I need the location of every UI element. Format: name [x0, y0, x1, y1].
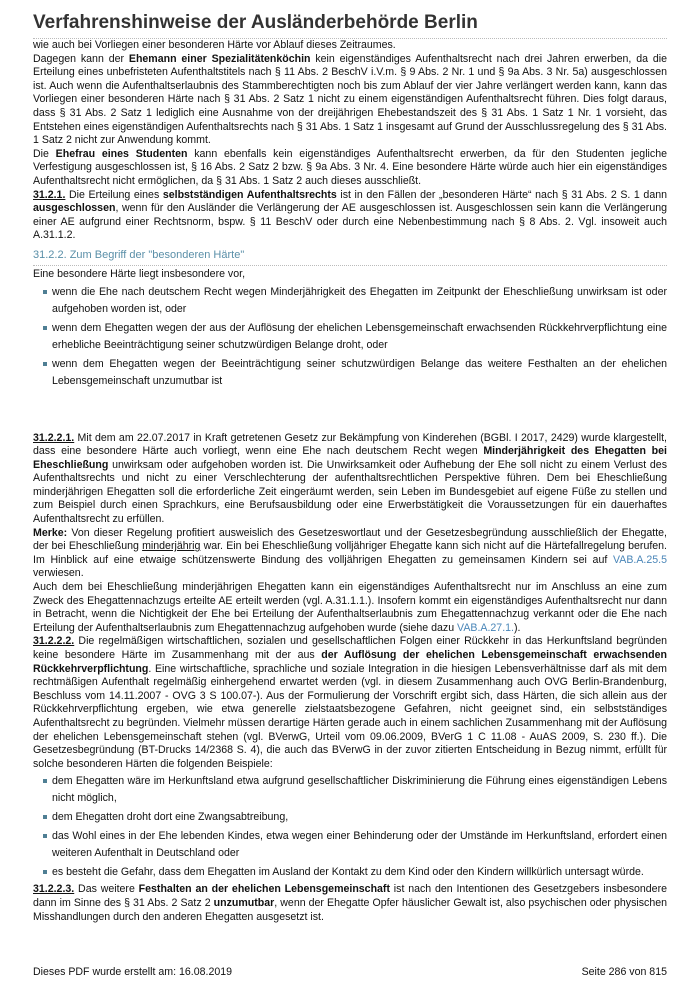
section-number: 31.2.2.2. — [33, 635, 75, 648]
paragraph-intro: wie auch bei Vorliegen einer besonderen Härte vor Ablauf dieses Zeitraumes. — [33, 39, 396, 51]
document-title: Verfahrenshinweise der Ausländerbehörde Berlin — [33, 8, 667, 39]
paragraph-merke: Merke: Von dieser Regelung profitiert ausweislich des Gesetzeswortlaut und der Gesetzesbegründung ausschließlich der Ehegatte, der bei Eheschließung minderjährig war. Ein bei Eheschließung volljähriger Ehegatte kann sich nicht auf die Härtefallregelung berufen. Im Hinblick auf eine etwaige schützenswerte Bindung des volljährigen Ehegatten zu gemeinsamen Kindern sei auf VAB.A.25.5 verwiesen. — [33, 526, 667, 580]
page-number: Seite 286 von 815 — [581, 966, 667, 978]
bullet-icon — [43, 834, 47, 838]
list-item: wenn die Ehe nach deutschem Recht wegen Minderjährigkeit des Ehegatten im Zeitpunkt der Eheschließung unwirksam ist oder aufgehoben worden ist, oder — [43, 284, 667, 318]
list-item: wenn dem Ehegatten wegen der aus der Auflösung der ehelichen Lebensgemeinschaft erwachsenden Rückkehrverpflichtung eine erhebliche Beeinträchtigung seiner schutzwürdigen Belange droht, oder — [43, 320, 667, 354]
list-item: das Wohl eines in der Ehe lebenden Kindes, etwa wegen einer Behinderung oder der Umstände im Herkunftsland, erfordert einen weiteren Aufenthalt in Deutschland oder — [43, 828, 667, 862]
merke-label: Merke: — [33, 526, 68, 539]
vab-a-25-5-link[interactable]: VAB.A.25.5 — [613, 553, 667, 566]
paragraph-minderjaehrig: Auch dem bei Eheschließung minderjährigen Ehegatten kann ein eigenständiges Aufenthaltsrecht nur im Anschluss an eine zum Zweck des Ehegattennachzugs erteilte AE erteilt werden (vgl. A.31.1.1.). Insofern kommt ein eigenständiges Aufenthaltsrecht nur dann in Betracht, wenn die Nichtigkeit der Ehe bei Erteilung der Aufenthaltserlaubnis zum Ehegattennachzug verkannt oder die Ehe nach Erteilung der Aufenthaltserlaubnis zum Ehegattennachzug aufgehoben wurde (siehe dazu VAB.A.27.1.). — [33, 581, 667, 634]
paragraph-31-2-2-1: 31.2.2.1. Mit dem am 22.07.2017 in Kraft getretenen Gesetz zur Bekämpfung von Kinderehen (BGBl. I 2017, 2429) wurde klargestellt, dass eine besondere Härte auch vorliegt, wenn eine Ehe nach deutschem Recht wegen Minderjährigkeit des Ehegatten bei Eheschließung unwirksam oder aufgehoben worden ist. Die Unwirksamkeit oder Aufhebung der Ehe soll nicht zu einem Verlust des Aufenthaltsrechts und nicht zu einer Verschlechterung der aufenthaltsrechtlichen Perspektive führen. Dem bei Eheschließung minderjährigen Ehegatten soll die erforderliche Zeit eingeräumt werden, sein Leben im Bundesgebiet auf eigene Füße zu stellen und zum Beispiel durch einen Sprachkurs, eine Berufsausbildung oder eine Erwerbstätigkeit die Voraussetzungen für ein dauerhaftes Aufenthaltsrecht zu erfüllen. — [33, 431, 667, 526]
vab-a-27-1-link[interactable]: VAB.A.27.1. — [457, 621, 514, 634]
list-item: dem Ehegatten wäre im Herkunftsland etwa aufgrund gesellschaftlicher Diskriminierung die Führung eines eigenständigen Lebens nicht möglich, — [43, 773, 667, 807]
paragraph-31-2-2-3: 31.2.2.3. Das weitere Festhalten an der ehelichen Lebensgemeinschaft ist nach den Intentionen des Gesetzgebers insbesondere dann im Sinne des § 31 Abs. 2 Satz 2 unzumutbar, wenn der Ehegatte Opfer häuslicher Gewalt ist, also psychischen oder physischen Misshandlungen durch den anderen Ehegatten ausgesetzt ist. — [33, 883, 668, 923]
bullet-icon — [43, 290, 47, 294]
paragraph-spezialitaetenkoechin: Dagegen kann der Ehemann einer Spezialitätenköchin kein eigenständiges Aufenthaltsrecht nach drei Jahren erwerben, da die Erteilung eines unbefristeten Aufenthaltstitels nach § 11 Abs. 2 BeschV i.V.m. § 9 Abs. 2 Nr. 1 und § 9a Abs. 3 Nr. 5a) ausgeschlossen ist. Auch wenn die Aufenthaltserlaubnis des Stammberechtigten noch bis zum Ablauf der vier Jahre verlängert werden kann, kann das Vorliegen einer besonderen Härte nach § 31 Abs. 2 Satz 1 nicht zu einem eigenständigen Aufenthaltsrecht führen. Dies folgt daraus, dass § 31 Abs. 2 Satz 1 lediglich eine Ausnahme von der dreijährigen Ehebestandszeit des § 31 Abs. 1 Satz 1 Nr. 1 vorsieht, das Entstehen eines eigenständigen Aufenthaltsrechts nach § 31 Abs. 1 Satz 1 insgesamt auf Grund der Ausschlussregelung des § 31 Abs. 1 Satz 2 nicht zur Anwendung kommt. — [33, 52, 667, 147]
section-number: 31.2.2.1. — [33, 431, 75, 444]
list-intro: Eine besondere Härte liegt insbesondere vor, — [33, 267, 246, 280]
page-footer — [33, 966, 667, 978]
bullet-icon — [43, 779, 47, 783]
paragraph-student: Die Ehefrau eines Studenten kann ebenfalls kein eigenständiges Aufenthaltsrecht erwerben, da für den Studenten jegliche Verfestigung ausgeschlossen ist, § 16 Abs. 2 Satz 2 bzw. § 9a Abs. 3 Nr. 4. Eine besondere Härte würde auch hier ein eigenständiges Aufenthaltsrecht nicht ermöglichen, da § 31 Abs. 1 Satz 2 auch dieses ausschließt. — [33, 147, 667, 187]
document-page — [33, 8, 667, 924]
section-number: 31.2.2.3. — [33, 883, 75, 896]
bullet-icon — [43, 362, 47, 366]
section-number: 31.2.1. — [33, 188, 66, 201]
haerte-list — [33, 284, 667, 390]
beispiele-list — [33, 773, 667, 881]
bullet-icon — [43, 870, 47, 874]
paragraph-31-2-2-2: 31.2.2.2. Die regelmäßigen wirtschaftlichen, sozialen und gesellschaftlichen Folgen einer Rückkehr in das Herkunftsland begründen keine besondere Härte im Zusammenhang mit der aus der Auflösung der ehelichen Lebensgemeinschaft erwachsenden Rückkehrverpflichtung. Eine wirtschaftliche, sprachliche und soziale Integration in die hiesigen Lebensverhältnisse darf als mit dem rechtmäßigen Aufenthalt regelmäßig einhergehend erwartet werden (vgl. in diesem Zusammenhang auch OVG Berlin-Brandenburg, Beschluss vom 14.11.2007 - OVG 3 S 100.07-). Aus der Formulierung der Vorschrift ergibt sich, dass Härten, die sich allein aus der Rückkehrverpflichtung ergeben, wie etwa generelle zielstaatsbezogene Gefahren, nicht geeignet sind, ein selbstständiges Aufenthaltsrecht zu begründen. Vielmehr müssen derartige Härten gerade auch in einem sachlichen Zusammenhang mit der Auflösung der ehelichen Lebensgemeinschaft stehen (vgl. BVerwG, Urteil vom 09.06.2009, BVerG 1 C 11.08 - AuAS 2009, S. 230 ff.). Die Gesetzesbegründung (BT-Drucks 14/2368 S. 4), die auch das BVerwG in der zuvor zitierten Entscheidung in Bezug nimmt, erfüllt für solche besonderen Härten die folgenden Beispiele: — [33, 635, 667, 770]
list-item: wenn dem Ehegatten wegen der Beeinträchtigung seiner schutzwürdigen Belange das weitere Festhalten an der ehelichen Lebensgemeinschaft unzumutbar ist — [43, 356, 667, 390]
list-item: dem Ehegatten droht dort eine Zwangsabtreibung, — [43, 809, 667, 826]
created-date: Dieses PDF wurde erstellt am: 16.08.2019 — [33, 966, 233, 978]
list-item: es besteht die Gefahr, dass dem Ehegatten im Ausland der Kontakt zu dem Kind oder den Kindern willkürlich untersagt würde. — [43, 864, 667, 881]
bullet-icon — [43, 815, 47, 819]
bullet-icon — [43, 326, 47, 330]
paragraph-31-2-1: 31.2.1. Die Erteilung eines selbstständigen Aufenthaltsrechts ist in den Fällen der „besonderen Härte“ nach § 31 Abs. 2 S. 1 dann ausgeschlossen, wenn für den Ausländer die Verlängerung der AE ausgeschlossen ist. Ausgeschlossen sein kann die Verlängerung einer AE aufgrund einer Rechtsnorm, bspw. § 11 BeschV oder durch eine Nebenbestimmung nach § 8 Abs. 2. Vgl. insoweit auch A.31.1.2. — [33, 188, 667, 242]
section-heading: 31.2.2. Zum Begriff der "besonderen Härte" — [33, 246, 667, 266]
